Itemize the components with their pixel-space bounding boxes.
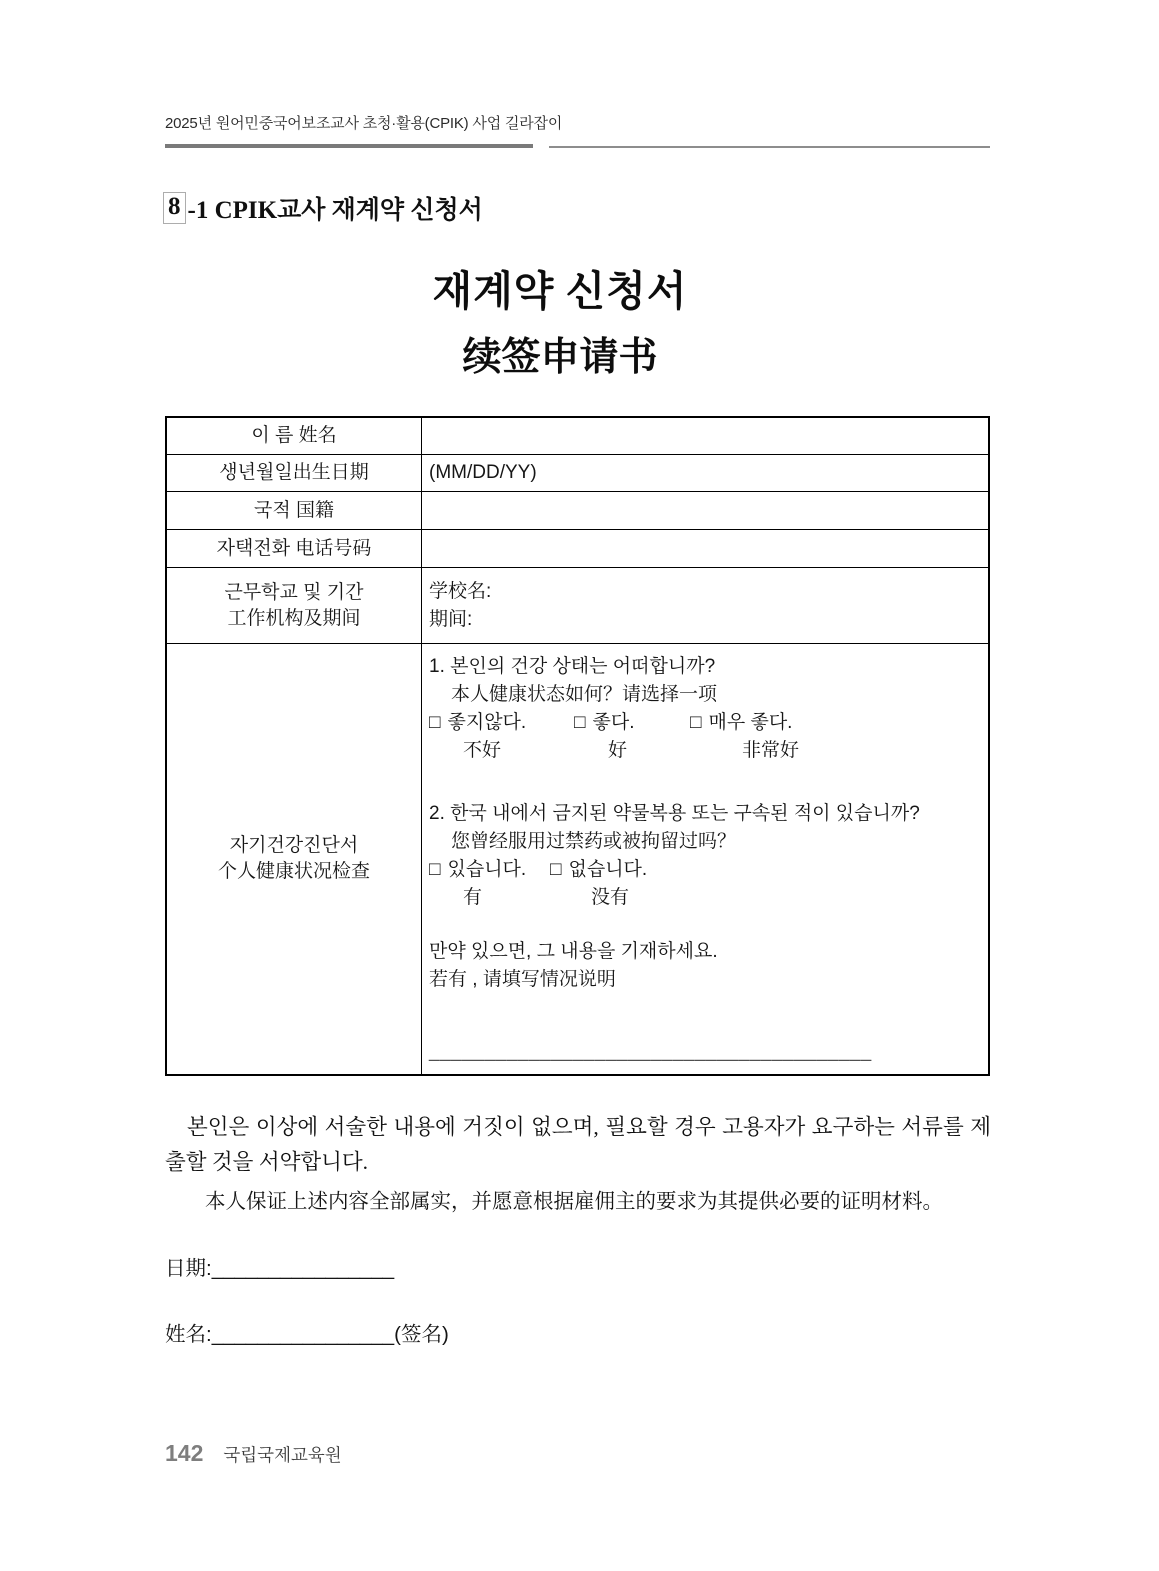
field-label-korean: 근무학교 및 기간: [224, 581, 364, 603]
booklet-header-title: 2025년 원어민중국어보조교사 초청·활용(CPIK) 사업 길라잡이: [165, 115, 563, 132]
section-heading-text: -1 CPIK교사 재계약 신청서: [187, 197, 483, 224]
detail-note-korean: 만약 있으면, 그 내용을 기재하세요.: [429, 941, 718, 962]
period-label: 期间:: [429, 608, 473, 630]
pledge-korean: 본인은 이상에 서술한 내용에 거짓이 없으며, 필요할 경우 고용자가 요구하는 서류를 제출할 것을 서약합니다.: [165, 1115, 991, 1174]
field-label-phone: [167, 530, 422, 567]
organization-name: 국립국제교육원: [223, 1445, 342, 1465]
checkbox-option: [574, 709, 690, 737]
checkbox-label: 좋다.: [592, 712, 635, 733]
header-rule-thin: [549, 146, 990, 148]
question2-korean: 2. 한국 내에서 금지된 약물복용 또는 구속된 적이 있습니까?: [429, 803, 920, 824]
date-signature-line: [165, 1251, 394, 1281]
checkbox-icon: □: [574, 712, 586, 733]
field-label-chinese: 个人健康状况检查: [217, 861, 370, 882]
field-value-text: (MM/DD/YY): [429, 462, 537, 483]
checkbox-option: [429, 709, 574, 737]
table-row-nationality: [167, 492, 988, 530]
table-row-workplace: [167, 568, 988, 644]
application-form-table: [165, 416, 990, 1076]
sign-suffix: (签名): [394, 1323, 449, 1346]
field-label-text: 이 름 姓名: [251, 425, 337, 446]
checkbox-option: [690, 709, 792, 737]
table-row-health-check: [167, 644, 988, 1074]
question2-options-chinese: [429, 884, 981, 912]
pledge-chinese: 本人保证上述内容全部属实，并愿意根据雇佣主的要求为其提供必要的证明材料。: [205, 1190, 943, 1213]
spacer: [429, 765, 981, 800]
field-label-workplace: [167, 568, 422, 643]
date-blank: ________________: [211, 1257, 395, 1280]
question1-options: [429, 709, 981, 737]
field-label-text: 자택전화 电话号码: [216, 537, 372, 559]
question1-options-chinese: [429, 737, 981, 765]
field-label-text: 국적 国籍: [254, 499, 334, 521]
checkbox-icon: □: [429, 859, 441, 880]
field-value-nationality: [422, 492, 988, 529]
field-value-name: [422, 418, 988, 454]
write-in-blank-line: ________________________________________: [429, 1041, 872, 1062]
field-label-health-check: [167, 644, 422, 1074]
field-label-nationality: [167, 492, 422, 529]
name-signature-line: [165, 1317, 449, 1347]
option-translation: 非常好: [742, 740, 800, 761]
option-translation: 不好: [463, 740, 502, 761]
field-value-workplace: [422, 568, 988, 643]
checkbox-label: 좋지않다.: [447, 712, 527, 733]
name-label: 姓名:: [165, 1323, 212, 1346]
field-value-birthdate: [422, 455, 988, 491]
document-title-chinese: 续签申请书: [462, 336, 658, 379]
table-row-name: [167, 418, 988, 455]
pledge-section: [165, 1110, 991, 1216]
question2-options: [429, 856, 981, 884]
checkbox-label: 매우 좋다.: [708, 712, 793, 733]
checkbox-icon: □: [690, 712, 702, 733]
checkbox-option: [429, 856, 550, 884]
health-check-content: [422, 644, 988, 1074]
checkbox-label: 있습니다.: [447, 859, 527, 880]
question1-chinese: 本人健康状态如何？请选择一项: [451, 684, 718, 705]
question1-korean: 1. 본인의 건강 상태는 어떠합니까?: [429, 656, 716, 677]
name-blank: ________________: [211, 1323, 395, 1346]
option-translation: 好: [608, 740, 628, 761]
field-label-name: [167, 418, 422, 454]
option-translation: 没有: [591, 887, 630, 908]
page-footer: [165, 1440, 342, 1467]
page-number: 142: [165, 1440, 204, 1466]
checkbox-label: 없습니다.: [568, 859, 648, 880]
document-title-korean: 재계약 신청서: [432, 268, 688, 314]
table-row-birthdate: [167, 455, 988, 492]
header-rule-thick: [165, 144, 533, 148]
detail-note-chinese: 若有 , 请填写情况说明: [429, 969, 616, 990]
field-label-birthdate: [167, 455, 422, 491]
option-translation: 有: [463, 887, 483, 908]
field-label-text: 생년월일出生日期: [219, 462, 369, 483]
date-label: 日期:: [165, 1257, 212, 1280]
spacer: [429, 912, 981, 938]
field-label-chinese: 工作机构及期间: [227, 607, 361, 629]
school-name-label: 学校名:: [429, 580, 492, 602]
field-value-phone: [422, 530, 988, 567]
checkbox-option: [550, 856, 647, 884]
spacer: [429, 994, 981, 1038]
question2-chinese: 您曾经服用过禁药或被拘留过吗？: [451, 831, 737, 852]
checkbox-icon: □: [429, 712, 441, 733]
field-label-korean: 자기건강진단서: [229, 835, 359, 856]
section-number-box: 8: [163, 192, 186, 224]
checkbox-icon: □: [550, 859, 562, 880]
section-heading: [163, 190, 483, 226]
table-row-phone: [167, 530, 988, 568]
